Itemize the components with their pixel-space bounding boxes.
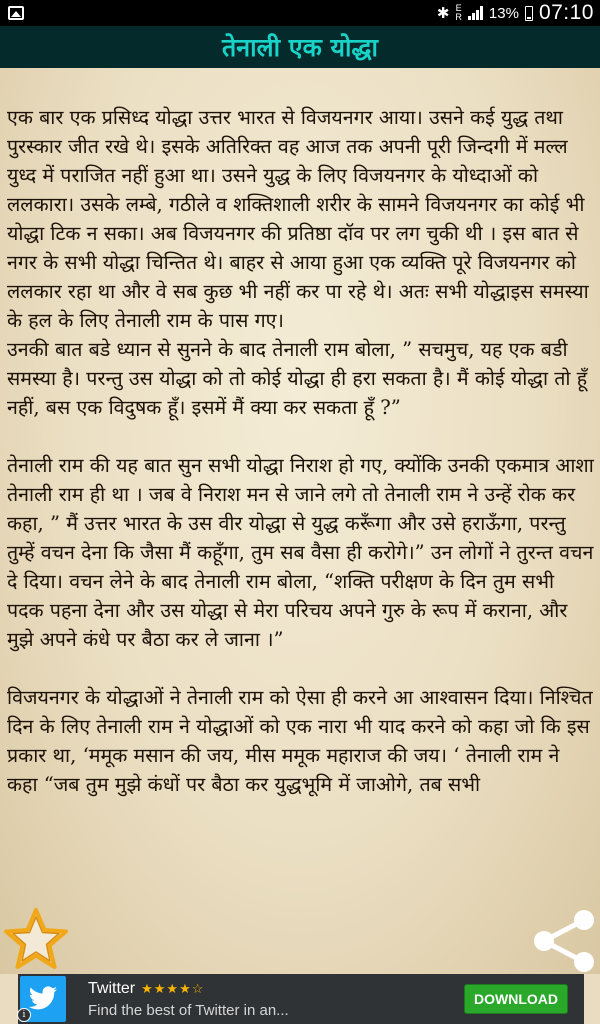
paragraph-2: उनकी बात बडे ध्यान से सुनने के बाद तेनाली राम बोला, ” सचमुच, यह एक बडी समस्या है। परन्तु उस योद्धा को तो कोई योद्धा ही हरा सकता है। मैं कोई योद्धा तो हूँ नहीं, बस एक विदुषक हूँ। इसमें मैं क्या कर सकता हूँ ?” <box>7 338 588 419</box>
clock: 07:10 <box>538 1 594 24</box>
star-icon <box>2 906 70 974</box>
ad-info-icon[interactable]: i <box>17 1008 31 1022</box>
ad-banner[interactable] <box>18 974 584 1024</box>
status-bar <box>0 0 600 26</box>
favorite-button[interactable] <box>2 906 70 974</box>
network-label-e: E <box>455 3 462 13</box>
paragraph-3: तेनाली राम की यह बात सुन सभी योद्धा निराश हो गए, क्योंकि उनकी एकमात्र आशा तेनाली राम ही था । जब वे निराश मन से जाने लगे तो तेनाली राम ने उन्हें रोक कर कहा, ” मैं उत्तर भारत के उस वीर योद्धा से युद्ध करूँगा और उसे हराऊँगा, परन्तु तुम्हें वचन देना कि जैसा मैं कहूँगा, तुम सब वैसा ही करोगे।” उन लोगों ने तुरन्त वचन दे दिया। वचन लेने के बाद तेनाली राम बोला, “शक्ति परीक्षण के दिन तुम सभी पदक पहना देना और उस योद्धा से मेरा परिचय अपने गुरु के रूप में कराना, और मुझे अपने कंधे पर बैठा कर ले जाना ।” <box>7 454 594 651</box>
article-content[interactable] <box>0 68 600 974</box>
page-title: तेनाली एक योद्धा <box>222 33 378 62</box>
download-button[interactable]: DOWNLOAD <box>464 984 568 1014</box>
paragraph-1: एक बार एक प्रसिध्द योद्धा उत्तर भारत से विजयनगर आया। उसने कई युद्ध तथा पुरस्कार जीत रखे थे। इसके अतिरिक्त वह आज तक अपनी पूरी जिन्दगी में मल्ल युध्द में पराजित नहीं हुआ था। उसने युद्ध के लिए विजयनगर के योध्दाओं को ललकारा। उसके लम्बे, गठीले व शक्तिशाली शरीर के सामने विजयनगर का कोई भी योद्धा टिक न सका। अब विजयनगर की प्रतिष्ठा दॉव पर लग चुकी थी । इस बात से नगर के सभी योद्धा चिन्तित थे। बाहर से आया हुआ एक व्यक्ति पूरे विजयनगर को ललकार रहा था और वे सब कुछ भी नहीं कर पा रहे थे। अतः सभी योद्धाइस समस्या के हल के लिए तेनाली राम के पास गए। <box>7 106 589 332</box>
rating-stars-icon: ★★★★☆ <box>141 980 205 996</box>
network-icon <box>455 4 462 22</box>
paragraph-4: विजयनगर के योद्धाओं ने तेनाली राम को ऐसा ही करने आ आश्वासन दिया। निश्चित दिन के लिए तेनाली राम ने योद्धाओं को एक नारा भी याद करने को कहा जो कि इस प्रकार था, ‘ममूक मसान की जय, मीस ममूक महाराज की जय। ‘ तेनाली राम ने कहा “जब तुम मुझे कंधों पर बैठा कर युद्धभूमि में जाओगे, तब सभी <box>7 686 593 796</box>
share-button[interactable] <box>532 906 598 972</box>
title-bar <box>0 26 600 70</box>
gallery-icon <box>8 6 24 20</box>
article-text <box>7 103 595 799</box>
battery-percent: 13% <box>488 4 519 22</box>
network-label-r: R <box>455 12 462 22</box>
signal-icon <box>468 6 483 20</box>
ad-description: Find the best of Twitter in an... <box>88 1001 289 1019</box>
bluetooth-icon: ✱ <box>436 5 450 22</box>
share-icon <box>532 906 598 972</box>
battery-icon <box>525 6 533 21</box>
ad-app-name: Twitter <box>88 979 136 997</box>
